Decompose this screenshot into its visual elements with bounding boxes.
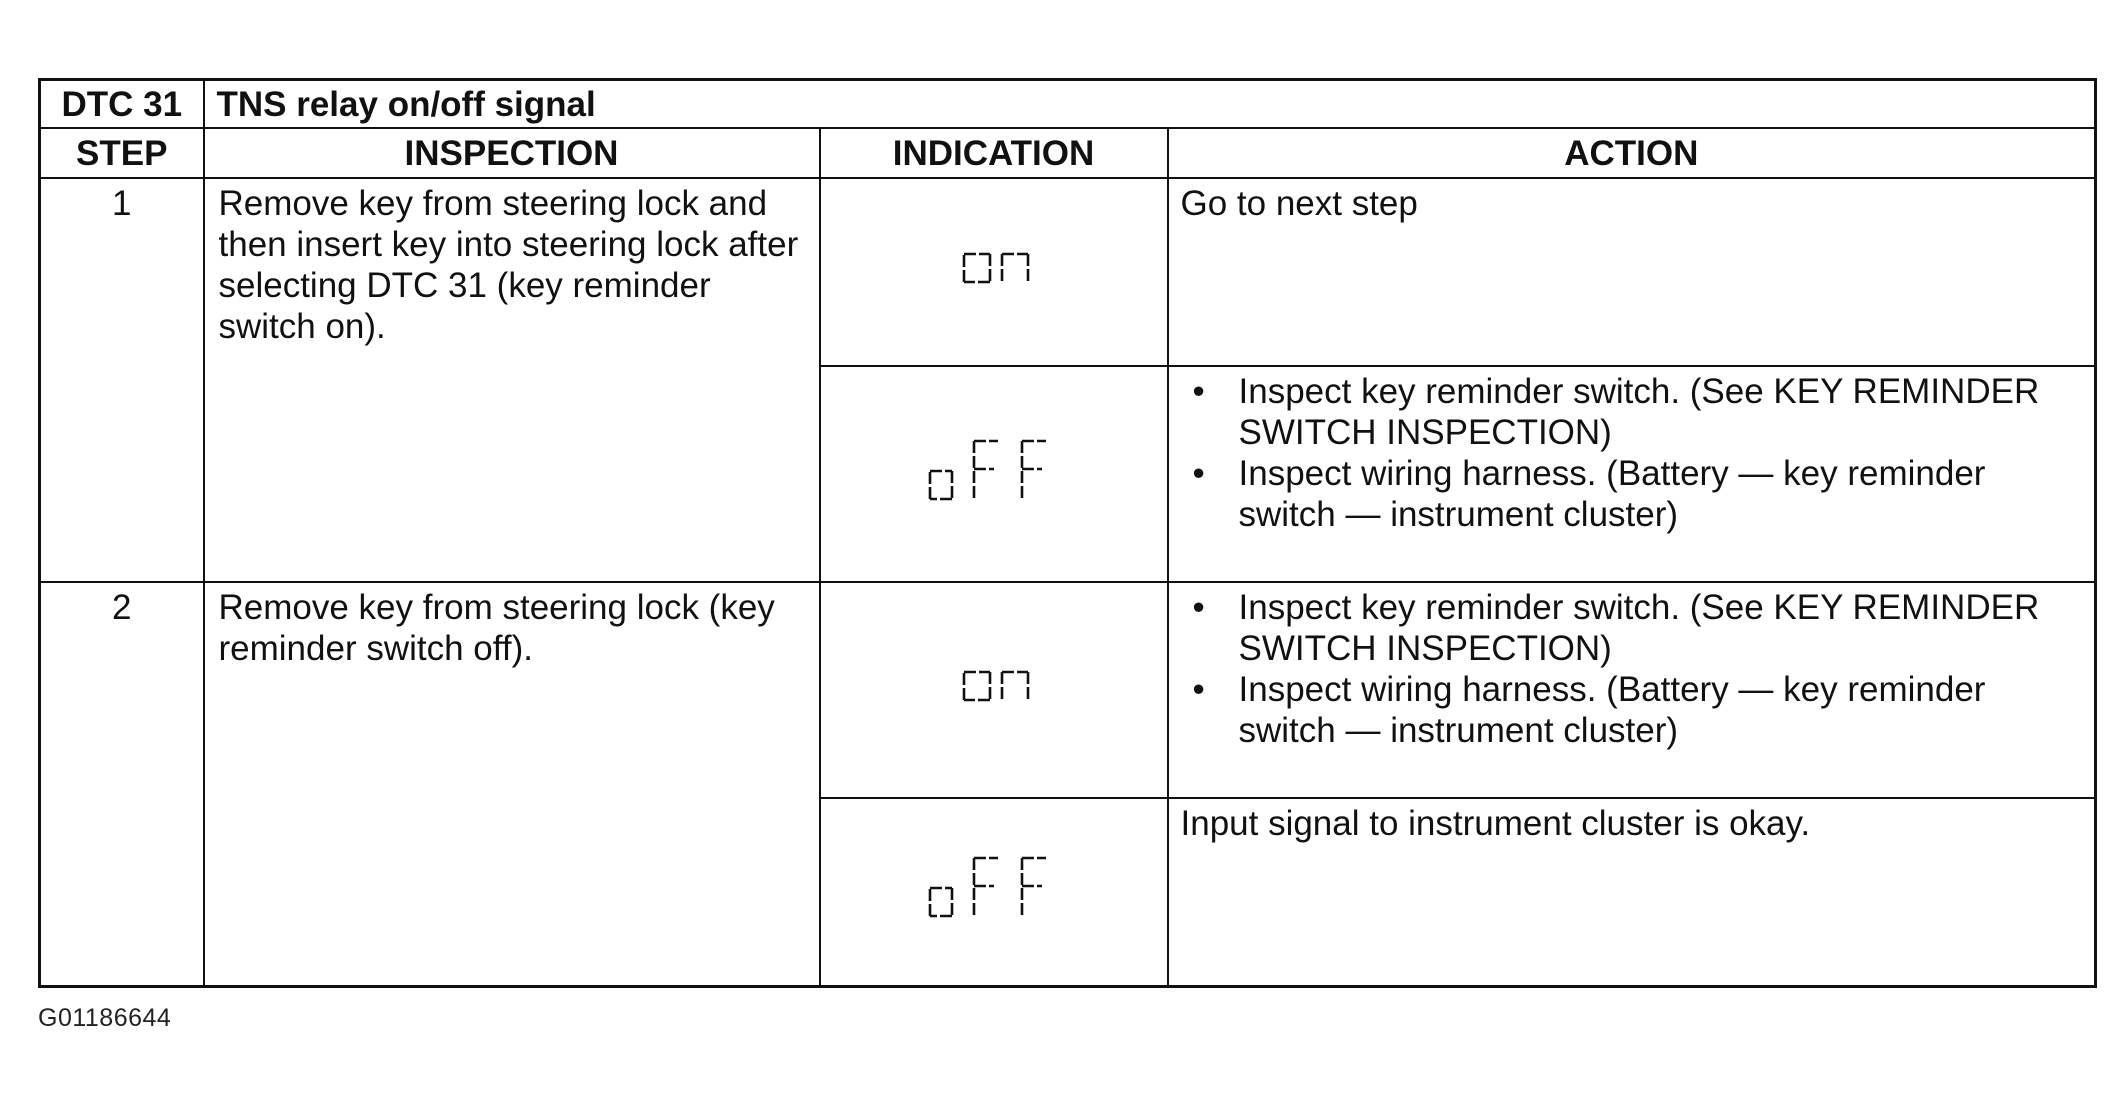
- indication-cell: [820, 178, 1168, 366]
- header-action: ACTION: [1168, 128, 2096, 178]
- action-cell: [1168, 582, 2096, 798]
- header-inspection: INSPECTION: [204, 128, 820, 178]
- seven-segment-off-display: [924, 437, 1064, 503]
- indication-cell: [820, 582, 1168, 798]
- table-row: [40, 582, 2096, 798]
- action-bullet: • Inspect key reminder switch. (See KEY REMINDER SWITCH INSPECTION): [1181, 371, 2083, 453]
- step-number: 1: [40, 178, 204, 582]
- action-bullet: • Inspect wiring harness. (Battery — key reminder switch — instrument cluster): [1181, 453, 2083, 535]
- header-indication: INDICATION: [820, 128, 1168, 178]
- step-number: 2: [40, 582, 204, 986]
- header-step: STEP: [40, 128, 204, 178]
- action-bullet-list: [1181, 371, 2083, 535]
- inspection-text: Remove key from steering lock (key reminder switch off).: [204, 582, 820, 986]
- figure-id-caption: G01186644: [38, 1004, 172, 1032]
- indication-cell: [820, 798, 1168, 986]
- seven-segment-on-display: [944, 250, 1044, 286]
- action-cell: [1168, 366, 2096, 582]
- title-row: [40, 80, 2096, 129]
- action-bullet: • Inspect wiring harness. (Battery — key reminder switch — instrument cluster): [1181, 669, 2083, 751]
- dtc-inspection-table: [38, 78, 2097, 988]
- table-row: [40, 178, 2096, 366]
- seven-segment-on-display: [944, 668, 1044, 704]
- indication-cell: [820, 366, 1168, 582]
- action-text: Go to next step: [1180, 184, 1418, 223]
- column-header-row: [40, 128, 2096, 178]
- action-bullet: • Inspect key reminder switch. (See KEY REMINDER SWITCH INSPECTION): [1181, 587, 2083, 669]
- dtc-title: TNS relay on/off signal: [204, 80, 2096, 129]
- action-cell: [1168, 798, 2096, 986]
- dtc-code: DTC 31: [40, 80, 204, 129]
- action-cell: [1168, 178, 2096, 366]
- seven-segment-off-display: [924, 854, 1064, 920]
- action-bullet-list: [1181, 587, 2083, 751]
- action-text: Input signal to instrument cluster is okay.: [1180, 804, 1811, 843]
- inspection-text: Remove key from steering lock and then insert key into steering lock after selecting DTC 31 (key reminder switch on).: [204, 178, 820, 582]
